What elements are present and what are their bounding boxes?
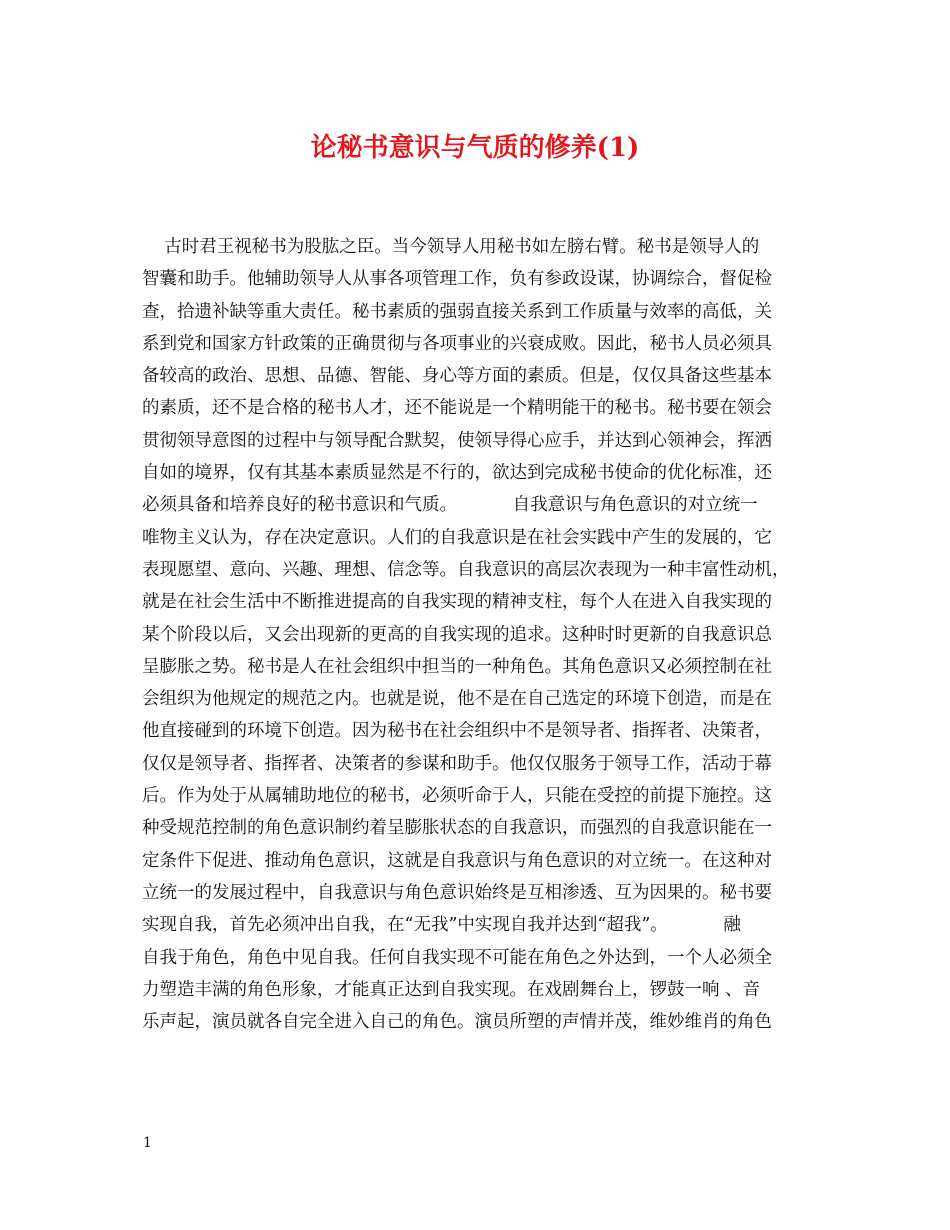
body-line: 仅仅是领导者、指挥者、决策者的参谋和助手。他仅仅服务于领导工作，活动于幕: [142, 753, 772, 774]
body-line: 查，拾遗补缺等重大责任。秘书素质的强弱直接关系到工作质量与效率的高低，关: [142, 301, 772, 322]
body-line: 就是在社会生活中不断推进提高的自我实现的精神支柱，每个人在进入自我实现的: [142, 592, 772, 613]
body-line: 会组织为他规定的规范之内。也就是说，他不是在自己选定的环境下创造，而是在: [142, 689, 772, 710]
body-line: 种受规范控制的角色意识制约着呈膨胀状态的自我意识，而强烈的自我意识能在一: [142, 818, 772, 839]
body-line: 力塑造丰满的角色形象，才能真正达到自我实现。在戏剧舞台上，锣鼓一响 、音: [142, 979, 761, 1000]
body-line: 自如的境界，仅有其基本素质显然是不行的，欲达到完成秘书使命的优化标准，还: [142, 463, 772, 484]
body-line: 自我于角色，角色中见自我。任何自我实现不可能在角色之外达到，一个人必须全: [142, 947, 772, 968]
body-line: 某个阶段以后，又会出现新的更高的自我实现的追求。这种时时更新的自我意识总: [142, 624, 772, 645]
document-title: 论秘书意识与气质的修养(1): [310, 133, 640, 163]
body-line: 系到党和国家方针政策的正确贯彻与各项事业的兴衰成败。因此，秘书人员必须具: [142, 333, 772, 354]
body-line: 实现自我，首先必须冲出自我，在“无我”中实现自我并达到“超我”。 融: [142, 915, 741, 936]
body-line: 的素质，还不是合格的秘书人才，还不能说是一个精明能干的秘书。秘书要在领会: [142, 398, 772, 419]
body-line: 唯物主义认为，存在决定意识。人们的自我意识是在社会实践中产生的发展的，它: [142, 527, 772, 548]
body-line: 表现愿望、意向、兴趣、理想、信念等。自我意识的高层次表现为一种丰富性动机，: [142, 559, 790, 580]
body-line: 立统一的发展过程中，自我意识与角色意识始终是互相渗透、互为因果的。秘书要: [142, 882, 772, 903]
body-line: 贯彻领导意图的过程中与领导配合默契，使领导得心应手，并达到心领神会，挥洒: [142, 430, 772, 451]
body-line: 乐声起，演员就各自完全进入自己的角色。演员所塑的声情并茂，维妙维肖的角色: [142, 1012, 772, 1033]
document-body: [142, 231, 812, 1038]
body-line: 定条件下促进、推动角色意识，这就是自我意识与角色意识的对立统一。在这种对: [142, 850, 772, 871]
body-line: 备较高的政治、思想、品德、智能、身心等方面的素质。但是，仅仅具备这些基本: [142, 366, 772, 387]
body-line: 智囊和助手。他辅助领导人从事各项管理工作，负有参政设谋，协调综合，督促检: [142, 269, 772, 290]
body-line: 必须具备和培养良好的秘书意识和气质。 自我意识与角色意识的对立统一: [142, 495, 758, 516]
page-number: 1: [143, 1135, 152, 1151]
body-line: 呈膨胀之势。秘书是人在社会组织中担当的一种角色。其角色意识又必须控制在社: [142, 656, 772, 677]
body-line: 他直接碰到的环境下创造。因为秘书在社会组织中不是领导者、指挥者、决策者，: [142, 721, 772, 742]
body-line: 古时君王视秘书为股肱之臣。当今领导人用秘书如左膀右臂。秘书是领导人的: [142, 237, 760, 257]
body-line: 后。作为处于从属辅助地位的秘书，必须听命于人，只能在受控的前提下施控。这: [142, 786, 772, 807]
